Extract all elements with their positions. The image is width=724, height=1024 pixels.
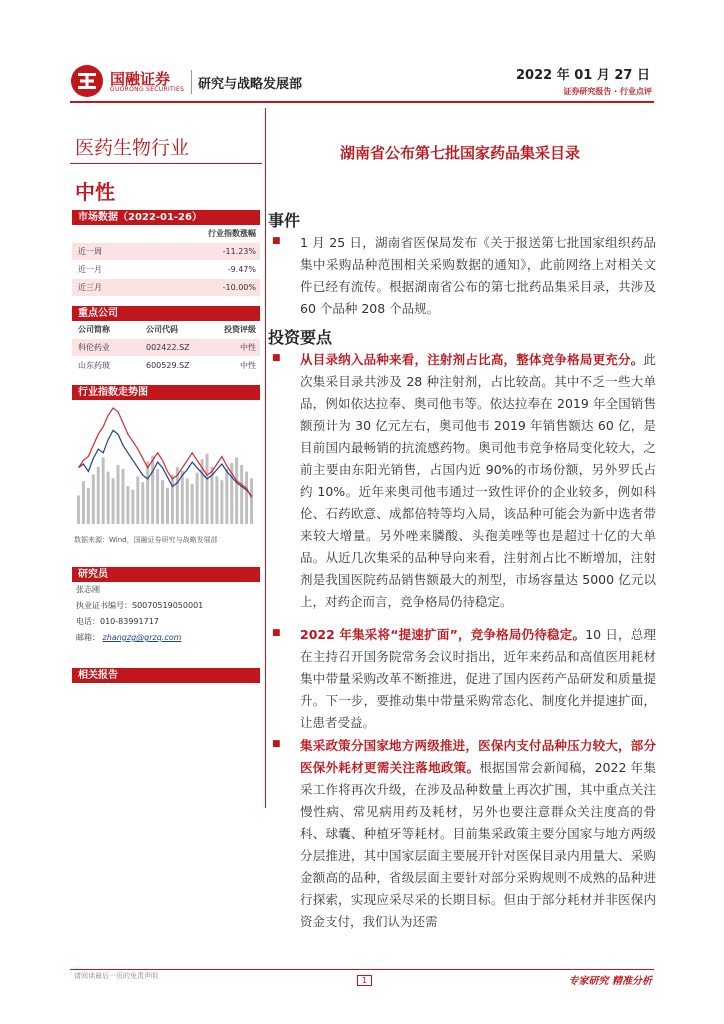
- volume-bar: [87, 488, 90, 524]
- company-rating: 中性: [240, 361, 256, 370]
- footer-rule: [70, 969, 654, 970]
- market-row: [72, 279, 260, 296]
- brand-logo: [70, 64, 104, 98]
- invest-heading: 投资要点: [268, 328, 333, 347]
- volume-bar: [77, 495, 80, 524]
- market-row-label: 近三月: [78, 283, 102, 292]
- company-name: 科伦药业: [78, 343, 110, 352]
- bullet-icon: ■: [272, 236, 281, 246]
- bullet-icon: ■: [272, 739, 281, 749]
- analyst-name: 张志刚: [76, 585, 100, 594]
- event-heading: 事件: [268, 211, 301, 230]
- event-text: 1 月 25 日，湖南省医保局发布《关于报送第七批国家组织药品集中采购品种范围相关采购数据的通知》，此前网络上对相关文件已经有流传。根据湖南省公布的第七批药品集采目录，共涉及 60 个品种 208 个品规。: [300, 235, 656, 316]
- volume-bar: [146, 461, 149, 524]
- invest-point-1: [268, 349, 656, 613]
- chart-source: 数据来源：Wind，国融证券研究与战略发展部: [74, 536, 218, 544]
- company-code: 002422.SZ: [146, 343, 190, 352]
- volume-bar: [107, 472, 110, 524]
- related-reports-title: 相关报告: [72, 668, 260, 683]
- company-rating: 中性: [240, 343, 256, 352]
- analyst-email-link[interactable]: zhangzg@grzq.com: [102, 633, 182, 642]
- volume-bar: [97, 467, 100, 524]
- column-divider: [265, 108, 266, 808]
- key-companies-section: [72, 306, 260, 375]
- point-3-text: 根据国常会新闻稿，2022 年集采工作将再次升级，在涉及品种数量上再次扩围，其中重点关注慢性病、常见病用药及耗材，另外也要注意群众关注度高的骨科、球囊、种植牙等耗材。目前集采政策主要分国家与地方两级分层推进，其中国家层面主要展开针对医保目录内用量大、采购金额高的品种，省级层面主要针对部分采购规则不成熟的品种进行探索，实现应采尽采的长期目标。但由于部分耗材并非医保内资金支付，我们认为还需: [300, 760, 656, 929]
- volume-bar: [171, 475, 174, 524]
- volume-bar: [151, 456, 154, 524]
- volume-bar: [92, 475, 95, 524]
- brand-name: 国融证券: [110, 70, 171, 88]
- market-row-value: -11.23%: [222, 247, 256, 256]
- volume-bar: [225, 469, 228, 524]
- market-row-label: 近一月: [78, 265, 102, 274]
- volume-bar: [126, 486, 129, 524]
- volume-bar: [235, 457, 238, 524]
- point-2-highlight: 2022 年集采将“提速扩面”，竞争格局仍待稳定。: [300, 627, 586, 642]
- report-type: 证券研究报告 · 行业点评: [563, 87, 652, 96]
- market-row: [72, 261, 260, 278]
- companies-col-name: 公司简称: [78, 325, 110, 334]
- company-code: 600529.SZ: [146, 361, 190, 370]
- market-row-label: 近一周: [78, 247, 102, 256]
- volume-bar: [250, 478, 253, 524]
- analyst-phone: 电话：010-83991717: [76, 617, 159, 626]
- volume-bar: [141, 482, 144, 524]
- bullet-icon: ■: [272, 628, 281, 638]
- companies-col-rating: 投资评级: [224, 325, 256, 334]
- key-companies-title: 重点公司: [72, 306, 260, 321]
- volume-bar: [121, 469, 124, 524]
- companies-col-code: 公司代码: [146, 325, 178, 334]
- volume-bar: [117, 465, 120, 524]
- market-col-header: 行业指数涨幅: [208, 229, 256, 238]
- report-title: 湖南省公布第七批国家药品集采目录: [339, 144, 580, 162]
- brand-name-en: GUORONG SECURITIES: [110, 86, 185, 93]
- market-row-value: -9.47%: [227, 265, 256, 274]
- company-row: [72, 357, 260, 374]
- volume-bar: [196, 473, 199, 524]
- volume-bar: [186, 478, 189, 524]
- point-2-text: 10 日，总理在主持召开国务院常务会议时指出，近年来药品和高值医用耗材集中带量采购改革不断推进，促进了国内医药产品研发和质量提升。下一步，要推动集中带量采购常态化、制度化并提速扩面，让患者受益。: [300, 627, 656, 730]
- market-data-title: 市场数据（2022-01-26）: [72, 210, 260, 225]
- invest-point-3: [268, 735, 656, 933]
- volume-bar: [161, 480, 164, 524]
- volume-bar: [220, 480, 223, 524]
- company-row: [72, 339, 260, 356]
- analyst-title: 研究员: [72, 567, 260, 582]
- footer-slogan: 专家研究 精准分析: [568, 976, 652, 987]
- volume-bar: [240, 465, 243, 524]
- volume-bar: [82, 481, 85, 524]
- analyst-cert: 执业证书编号：S0070519050001: [76, 601, 204, 610]
- invest-point-2: [268, 624, 656, 734]
- volume-bar: [166, 488, 169, 524]
- email-label: 邮箱：: [76, 633, 100, 642]
- event-block: [268, 232, 656, 320]
- industry-rating: 中性: [75, 180, 115, 204]
- volume-bar: [215, 476, 218, 524]
- volume-bar: [131, 490, 134, 524]
- point-3-highlight: 集采政策分国家地方两级推进，医保内支付品种压力较大，部分医保外耗材更需关注落地政策。: [300, 738, 656, 775]
- page-number: 1: [357, 975, 372, 986]
- department: 研究与战略发展部: [198, 77, 303, 92]
- volume-bar: [136, 476, 139, 524]
- disclaimer-note: 请阅读最后一页的免责声明: [74, 972, 158, 980]
- companies-header-row: [72, 321, 260, 338]
- volume-bar: [156, 469, 159, 524]
- volume-bar: [206, 454, 209, 524]
- volume-bar: [181, 471, 184, 524]
- header-rule: [70, 101, 654, 103]
- industry-name: 医药生物行业: [75, 137, 190, 159]
- bullet-icon: ■: [272, 353, 281, 363]
- index-trend-chart: [72, 402, 258, 530]
- market-row: [72, 243, 260, 260]
- header-divider: [191, 70, 192, 94]
- analyst-section: [72, 567, 260, 646]
- report-date: 2022 年 01 月 27 日: [516, 68, 650, 83]
- volume-bar: [245, 472, 248, 524]
- left-divider: [70, 163, 262, 164]
- market-data-section: [72, 210, 260, 297]
- point-1-highlight: 从目录纳入品种来看，注射剂占比高，整体竞争格局更充分。: [300, 352, 644, 367]
- analyst-email-row: [76, 630, 260, 646]
- market-row-value: -10.00%: [222, 283, 256, 292]
- volume-bar: [102, 457, 105, 524]
- volume-bar: [191, 484, 194, 524]
- company-name: 山东药玻: [78, 361, 110, 370]
- volume-bar: [112, 478, 115, 524]
- index-chart-title: 行业指数走势图: [72, 385, 260, 400]
- point-1-text: 此次集采目录共涉及 28 种注射剂，占比较高。其中不乏一些大单品，例如依达拉奉、奥司他韦等。依达拉奉在 2019 年全国销售额预计为 30 亿元左右，奥司他韦 2019 年销售额达 60 亿，是目前国内最畅销的抗流感药物。奥司他韦竞争格局变化较大，之前主要由东阳光销售，占国内近 90%的市场份额，另外罗氏占约 10%。近年来奥司他韦通过一致性评价的企业较多，例如科伦、石药欧意、成都倍特等均入局，该品种可能会为新中选者带来较大增量。另外唑来膦酸、头孢美唑等也是超过十亿的大单品。从近几次集采的品种导向来看，注射剂占比不断增加，注射剂是我国医院药品销售额最大的剂型，市场容量达 5000 亿元以上，对药企而言，竞争格局仍待稳定。: [300, 352, 656, 609]
